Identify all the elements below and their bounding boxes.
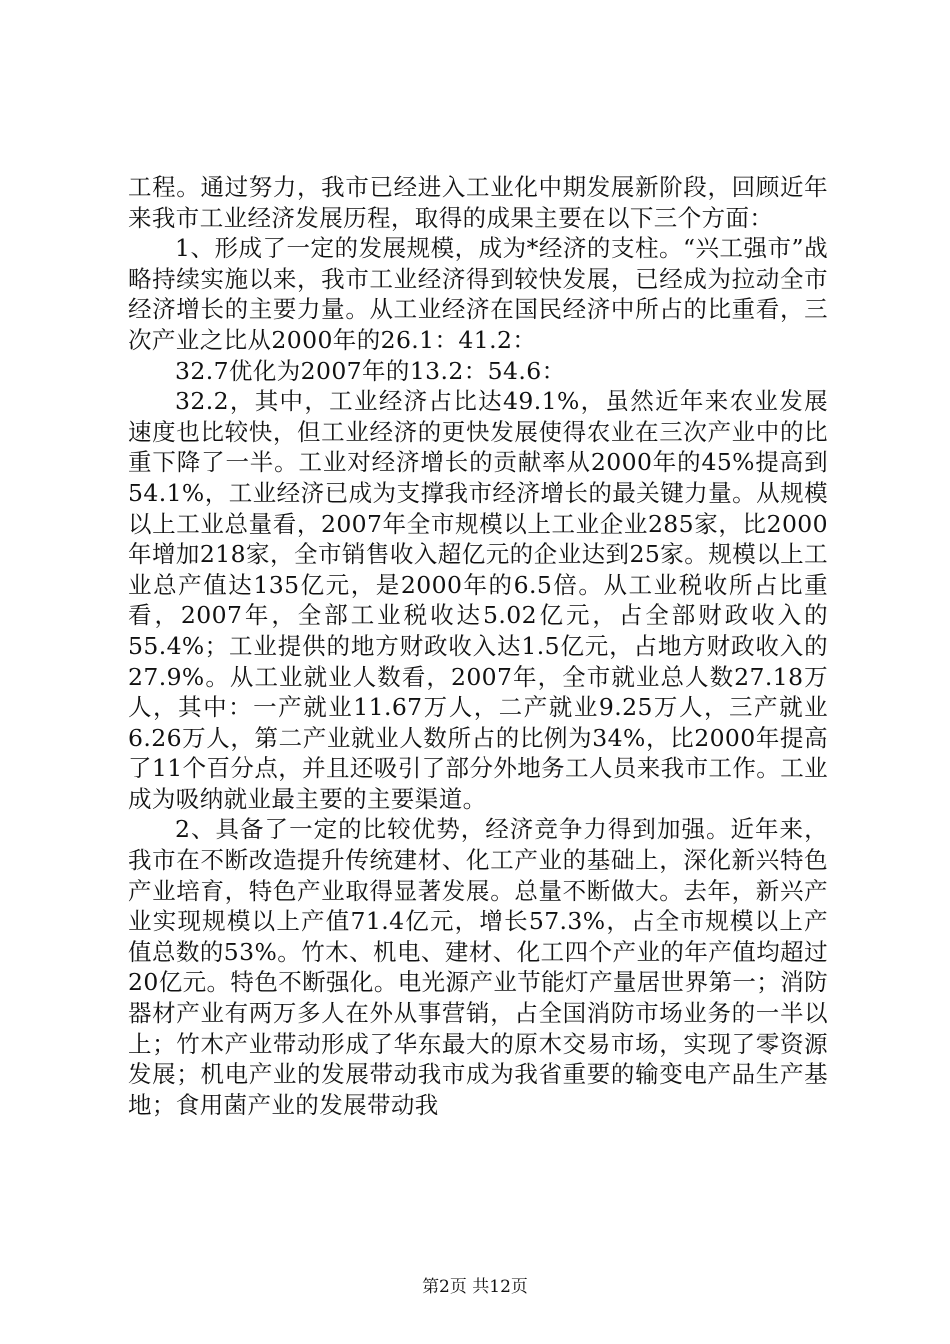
paragraph-scale: 1、形成了一定的发展规模，成为*经济的支柱。“兴工强市”战略持续实施以来，我市工业经济得到较快发展，已经成为拉动全市经济增长的主要力量。从工业经济在国民经济中所占的比重看，三次产业之比从2000年的26.1：41.2： (128, 234, 828, 354)
page-number-footer: 第2页 共12页 (422, 1277, 528, 1297)
paragraph-details: 32.2，其中，工业经济占比达49.1%，虽然近年来农业发展速度也比较快，但工业经济的更快发展使得农业在三次产业中的比重下降了一半。工业对经济增长的贡献率从2000年的45%提高到54.1%，工业经济已成为支撑我市经济增长的最关键力量。从规模以上工业总量看，2007年全市规模以上工业企业285家，比2000年增加218家，全市销售收入超亿元的企业达到25家。规模以上工业总产值达135亿元，是2000年的6.5倍。从工业税收所占比重看，2007年，全部工业税收达5.02亿元，占全部财政收入的55.4%；工业提供的地方财政收入达1.5亿元，占地方财政收入的27.9%。从工业就业人数看，2007年，全市就业总人数27.18万人，其中：一产就业11.67万人，二产就业9.25万人，三产就业6.26万人，第二产业就业人数所占的比例为34%，比2000年提高了11个百分点，并且还吸引了部分外地务工人员来我市工作。工业成为吸纳就业最主要的主要渠道。 (128, 387, 828, 813)
document-body (128, 172, 828, 1120)
paragraph-ratio: 32.7优化为2007年的13.2：54.6： (175, 356, 566, 385)
paragraph-intro: 工程。通过努力，我市已经进入工业化中期发展新阶段，回顾近年来我市工业经济发展历程，取得的成果主要在以下三个方面： (128, 173, 828, 232)
paragraph-advantage: 2、具备了一定的比较优势，经济竞争力得到加强。近年来，我市在不断改造提升传统建材、化工产业的基础上，深化新兴特色产业培育，特色产业取得显著发展。总量不断做大。去年，新兴产业实现规模以上产值71.4亿元，增长57.3%，占全市规模以上产值总数的53%。竹木、机电、建材、化工四个产业的年产值均超过20亿元。特色不断强化。电光源产业节能灯产量居世界第一；消防器材产业有两万多人在外从事营销，占全国消防市场业务的一半以上；竹木产业带动形成了华东最大的原木交易市场，实现了零资源发展；机电产业的发展带动我市成为我省重要的输变电产品生产基地；食用菌产业的发展带动我 (128, 815, 828, 1119)
